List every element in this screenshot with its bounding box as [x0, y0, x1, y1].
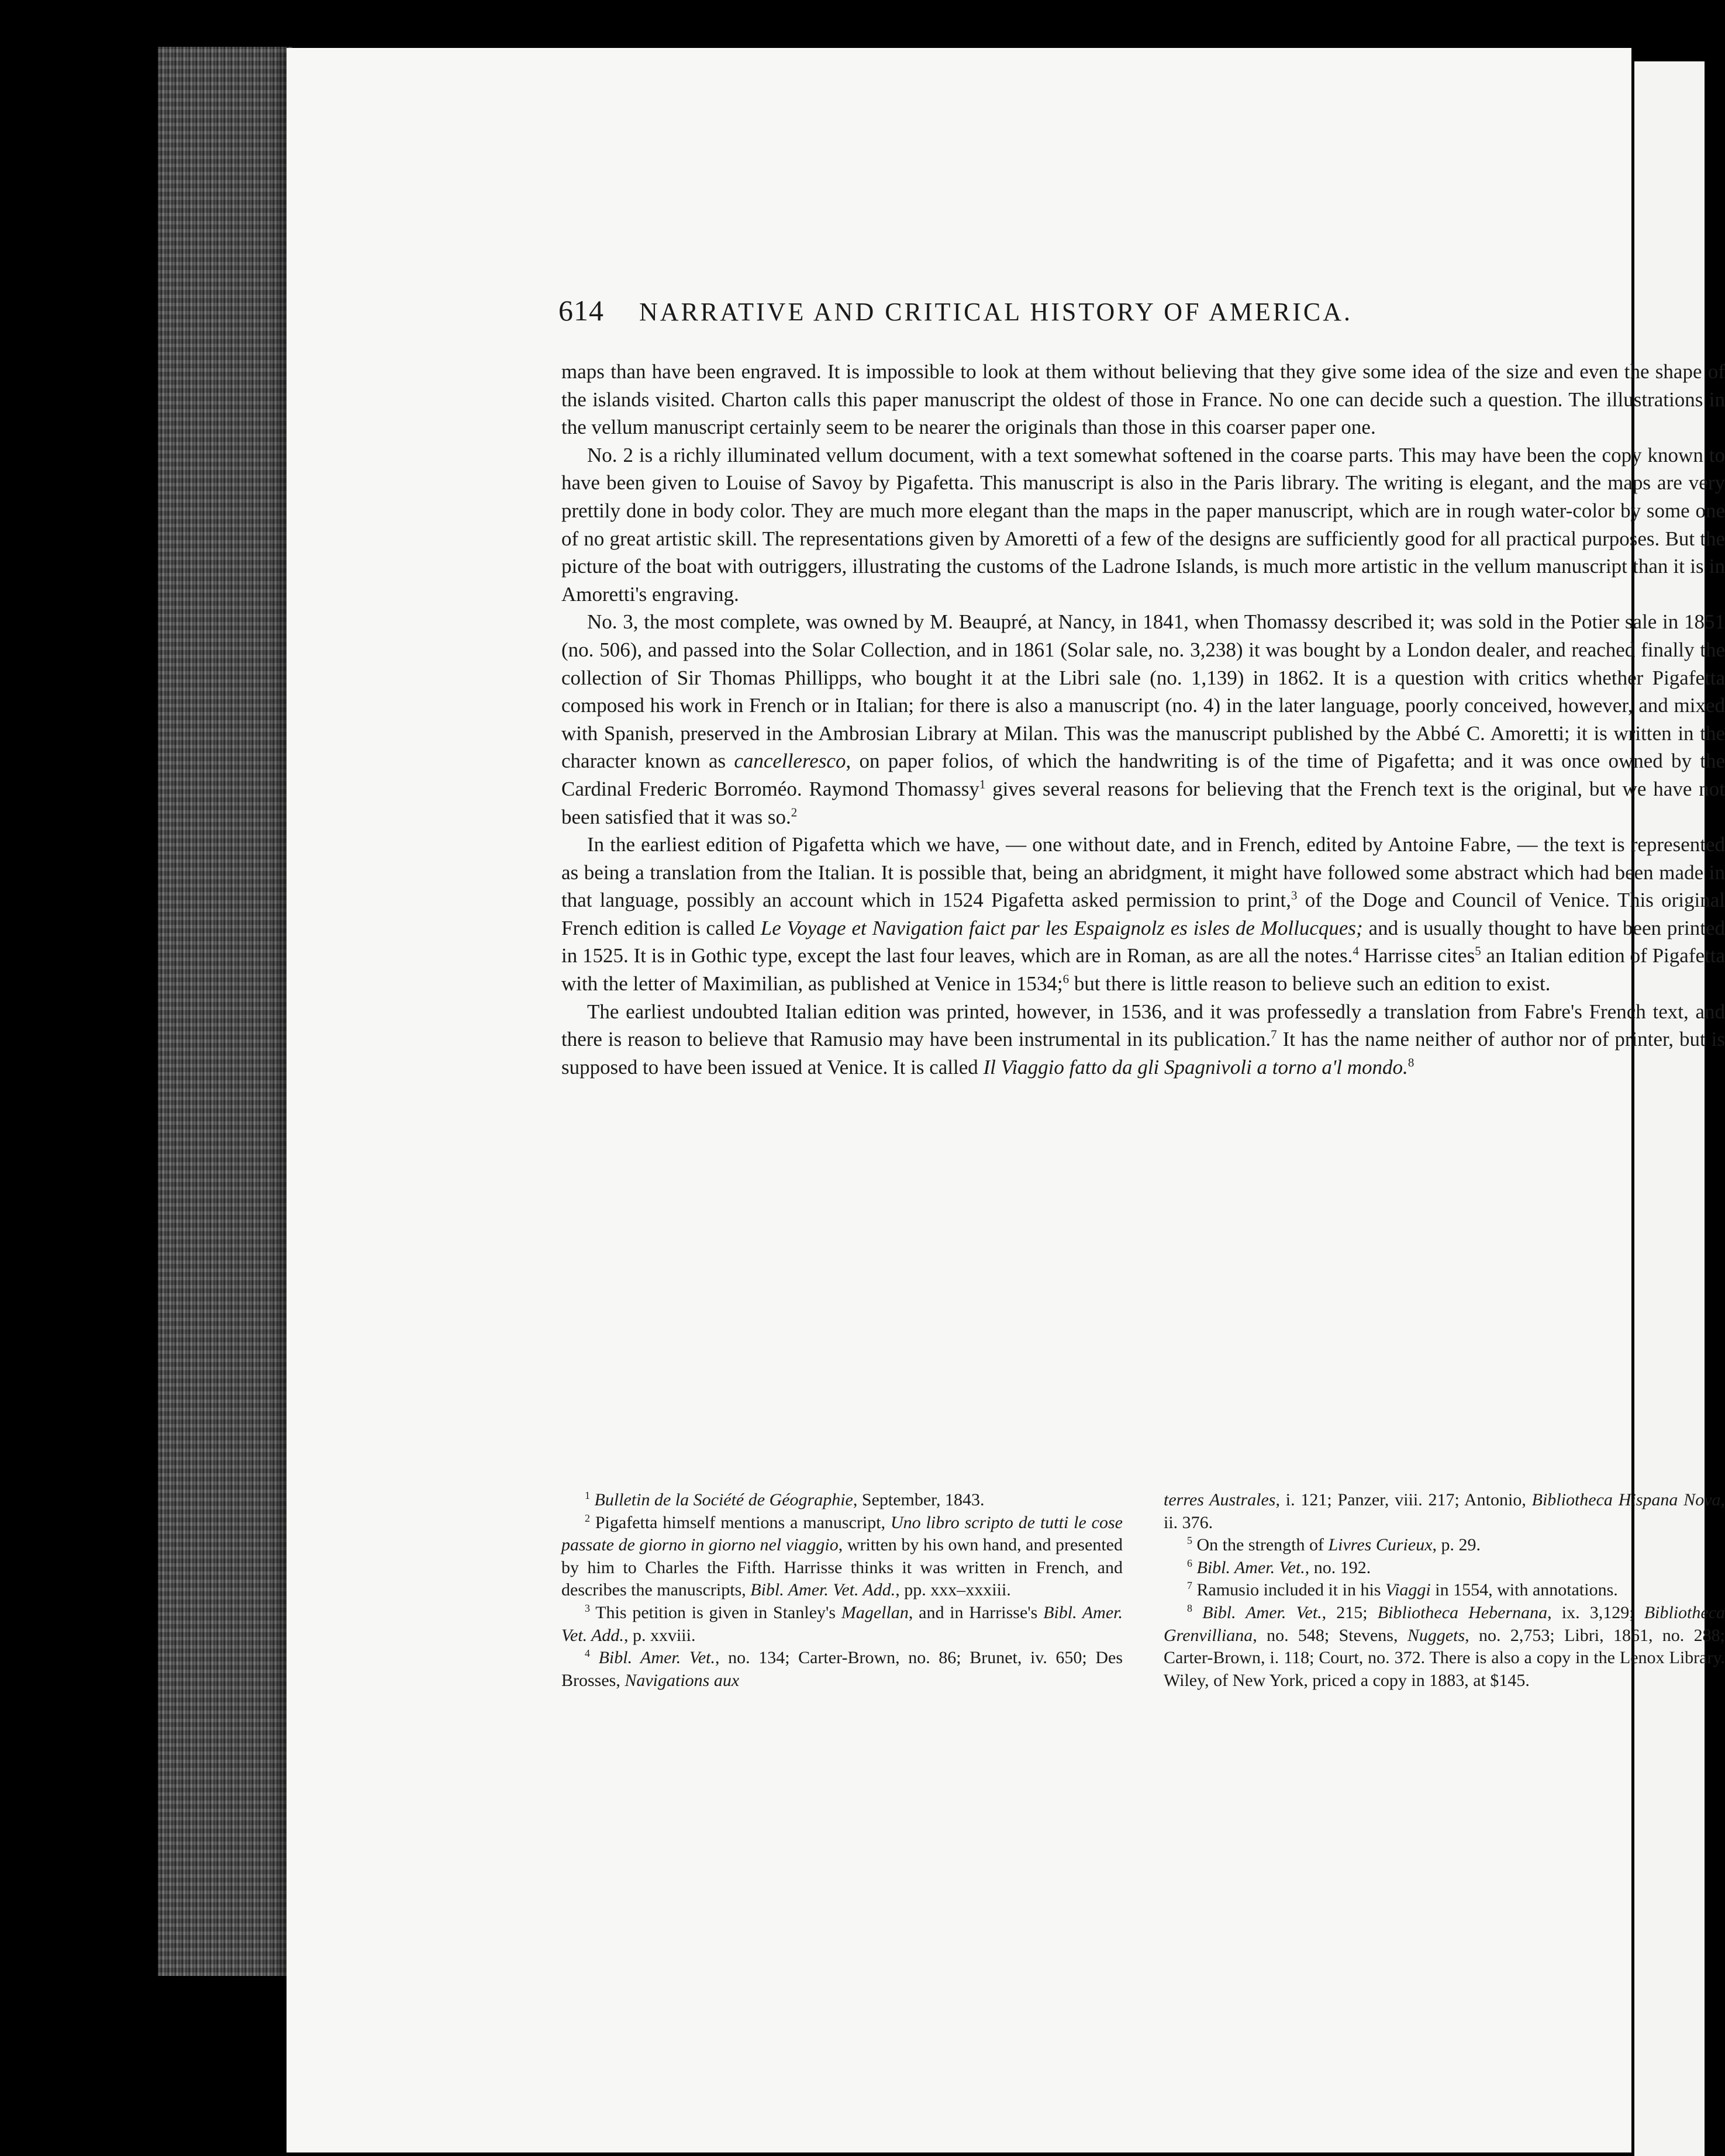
text-run: [1192, 1558, 1197, 1577]
footnote-ref: 8: [1187, 1602, 1192, 1614]
text-run: , i. 121; Panzer, viii. 217; Antonio,: [1275, 1490, 1532, 1509]
text-run: but there is little reason to believe such an edition to exist.: [1069, 972, 1551, 996]
italic-title: terres Australes: [1164, 1490, 1276, 1509]
text-run: , written by his own hand, and presented by him to Charles the Fifth. Harrisse thinks it was written in French, and describes the manuscripts,: [561, 1535, 1123, 1600]
text-run: In the earliest edition of Pigafetta which we have, — one without date, and in French, edited by Antoine Fabre, — the text is represented as being a translation from the Italian. It is possible that, being an abridgment, it might have followed some abstract which had been made in that language, possibly an account which in 1524 Pigafetta asked permission to print,: [561, 833, 1725, 912]
italic-title: Bibliotheca Grenvilliana: [1164, 1602, 1725, 1645]
footnote: [561, 1489, 1123, 1512]
text-run: , no. 192.: [1305, 1557, 1371, 1577]
footnote-ref: 3: [585, 1602, 590, 1614]
running-title: NARRATIVE AND CRITICAL HISTORY OF AMERICA.: [639, 298, 1353, 326]
footnote: [1164, 1557, 1725, 1580]
footnotes-right-column: [1164, 1489, 1725, 1692]
text-run: , and in Harrisse's: [908, 1602, 1044, 1622]
italic-title: Livres Curieux: [1328, 1535, 1433, 1555]
text-run: , no. 548; Stevens,: [1253, 1625, 1407, 1645]
footnotes: [561, 1489, 1725, 1692]
italic-title: Nuggets: [1407, 1625, 1465, 1645]
footnote-ref: 7: [1187, 1580, 1192, 1592]
text-run: [590, 1490, 595, 1509]
italic-title: Bibl. Amer. Vet.: [1196, 1557, 1305, 1577]
text-run: in 1554, with annotations.: [1430, 1580, 1618, 1600]
text-run: of the Doge and Council of Venice. This original French edition is called: [561, 889, 1725, 939]
paragraph: [561, 998, 1725, 1082]
text-run: It has the name neither of author nor of printer, but is supposed to have been issued at Venice. It is called: [561, 1028, 1725, 1079]
text-run: , p. xxviii.: [623, 1625, 696, 1645]
text-run: No. 3, the most complete, was owned by M. Beaupré, at Nancy, in 1841, when Thomassy described it; was sold in the Potier sale in 1851 (no. 506), and passed into the Solar Collection, and in 1861 (Solar sale, no. 3,238) it was bought by a London dealer, and reached finally the collection of Sir Thomas Phillipps, who bought it at the Libri sale (no. 1,139) in 1862. It is a question with critics whether Pigafetta composed his work in French or in Italian; for there is also a manuscript (no. 4) in the later language, poorly conceived, however, and mixed with Spanish, preserved in the Ambrosian Library at Milan. This was the manuscript published by the Abbé C. Amoretti; it is written in the character known as: [561, 610, 1725, 773]
text-run: , on paper folios, of which the handwriting is of the time of Pigafetta; and it was once owned by the Cardinal Frederic Borroméo. Raymond Thomassy: [561, 749, 1725, 800]
text-run: , September, 1843.: [853, 1490, 985, 1509]
running-header: [558, 293, 1640, 327]
italic-title: Bibl. Amer. Vet. Add.: [561, 1602, 1123, 1645]
italic-title: Bibliotheca Hebernana: [1377, 1602, 1548, 1622]
text-run: On the strength of: [1192, 1535, 1329, 1555]
text-run: This petition is given in Stanley's: [590, 1602, 841, 1622]
footnote-ref: 8: [1407, 1055, 1414, 1070]
text-run: No. 2 is a richly illuminated vellum document, with a text somewhat softened in the coarse parts. This may have been the copy known to have been given to Louise of Savoy by Pigafetta. This manuscript is also in the Paris library. The writing is elegant, and the maps are very prettily done in body color. They are much more elegant than the maps in the paper manuscript, which are in rough water-color by some one of no great artistic skill. The representations given by Amoretti of a few of the designs are sufficiently good for all practical purposes. But the picture of the boat with outriggers, illustrating the customs of the Ladrone Islands, is much more artistic in the vellum manuscript than it is in Amoretti's engraving.: [561, 443, 1725, 606]
book-page-edges: [158, 47, 292, 1976]
text-run: , no. 134; Carter-Brown, no. 86; Brunet, iv. 650; Des Brosses,: [561, 1648, 1123, 1690]
footnote: [561, 1602, 1123, 1647]
footnotes-left-column: [561, 1489, 1123, 1692]
text-run: , ii. 376.: [1164, 1490, 1725, 1532]
footnote-ref: 3: [1291, 888, 1298, 903]
italic-title: Bibl. Amer. Vet.: [598, 1648, 716, 1668]
italic-title: cancelleresco: [734, 749, 846, 773]
text-run: , 215;: [1322, 1602, 1378, 1622]
text-run: gives several reasons for believing that the French text is the original, but we have not been satisfied that it was so.: [561, 777, 1725, 828]
footnote: [561, 1512, 1123, 1602]
text-run: , no. 2,753; Libri, 1861, no. 288; Carter-Brown, i. 118; Court, no. 372. There is also a copy in the Lenox Library. Wiley, of New York, priced a copy in 1883, at $145.: [1164, 1625, 1725, 1690]
italic-title: Navigations aux: [625, 1670, 740, 1690]
text-run: [1192, 1603, 1202, 1622]
italic-title: Viaggi: [1385, 1580, 1431, 1600]
footnote: [1164, 1602, 1725, 1692]
text-run: , p. 29.: [1432, 1535, 1481, 1555]
footnote-ref: 6: [1187, 1557, 1192, 1569]
paragraph: [561, 608, 1725, 831]
italic-title: Bibliotheca Hispana Nova: [1531, 1490, 1721, 1509]
text-run: and is usually thought to have been printed in 1525. It is in Gothic type, except the last four leaves, which are in Roman, as are all the notes.: [561, 916, 1725, 968]
italic-title: Bibl. Amer. Vet. Add.: [750, 1580, 896, 1600]
footnote-ref: 6: [1062, 972, 1070, 986]
footnote-ref: 1: [585, 1490, 590, 1501]
footnote: [1164, 1579, 1725, 1602]
text-run: Harrisse cites: [1358, 944, 1475, 968]
footnote-ref: 5: [1475, 944, 1481, 958]
footnote: [1164, 1489, 1725, 1534]
body-text: [561, 358, 1725, 1081]
footnote-ref: 7: [1271, 1027, 1277, 1042]
italic-title: Uno libro scripto de tutti le cose passate de giorno in giorno nel viaggio: [561, 1512, 1123, 1555]
footnote: [1164, 1534, 1725, 1557]
italic-title: Le Voyage et Navigation faict par les Espaignolz es isles de Mollucques;: [760, 916, 1363, 939]
text-run: Pigafetta himself mentions a manuscript,: [590, 1512, 891, 1532]
text-run: [590, 1648, 599, 1667]
paragraph: [561, 441, 1725, 609]
footnote: [561, 1647, 1123, 1692]
text-run: , ix. 3,129;: [1547, 1602, 1644, 1622]
page-content: [287, 48, 1725, 2152]
footnote-ref: 4: [1353, 944, 1359, 958]
footnote-ref: 2: [585, 1512, 590, 1524]
text-run: The earliest undoubted Italian edition was printed, however, in 1536, and it was professedly a translation from Fabre's French text, and there is reason to believe that Ramusio may have been instrumental in its publication.: [561, 1000, 1725, 1051]
text-run: , pp. xxx–xxxiii.: [895, 1580, 1011, 1600]
italic-title: Il Viaggio fatto da gli Spagnivoli a torno a'l mondo.: [983, 1055, 1408, 1079]
paragraph: [561, 358, 1725, 441]
paragraph: [561, 831, 1725, 998]
italic-title: Magellan: [841, 1602, 909, 1622]
text-run: Ramusio included it in his: [1192, 1580, 1385, 1600]
text-run: an Italian edition of Pigafetta with the letter of Maximilian, as published at Venice in 1534;: [561, 944, 1725, 996]
page-number: 614: [558, 294, 604, 327]
footnote-ref: 4: [585, 1647, 590, 1660]
italic-title: Bulletin de la Société de Géographie: [594, 1490, 853, 1509]
footnote-ref: 2: [791, 804, 798, 819]
text-run: maps than have been engraved. It is impossible to look at them without believing that they give some idea of the size and even the shape of the islands visited. Charton calls this paper manuscript the oldest of those in France. No one can decide such a question. The illustrations in the vellum manuscript certainly seem to be nearer the originals than those in this coarser paper one.: [561, 360, 1725, 439]
footnote-ref: 1: [979, 777, 986, 792]
footnote-ref: 5: [1187, 1535, 1192, 1547]
italic-title: Bibl. Amer. Vet.: [1202, 1602, 1322, 1622]
